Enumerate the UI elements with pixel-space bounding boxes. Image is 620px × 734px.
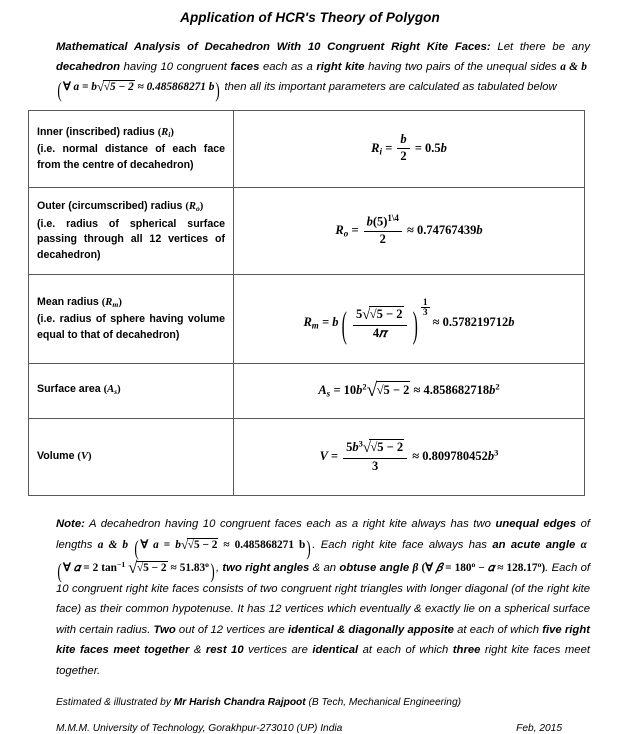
intro-text-5: then all its important parameters are calculated as tabulated below xyxy=(221,81,557,94)
note-formula-beta: (∀ 𝛽 = 180$^o$ − 𝛼 ≈ 128.17$^o$) xyxy=(421,560,546,575)
label-main: Outer (circumscribed) radius $(R_o)$ xyxy=(37,200,204,214)
formula-ri: $R_i$ = $\frac{b}{2}$ = 0.5b xyxy=(371,132,447,163)
note-bold-identical: identical xyxy=(312,644,359,657)
intro-formula-a: (∀ a = b√√5 − 2 ≈ 0.485868271 b) xyxy=(57,77,221,102)
row-formula-outer-radius xyxy=(234,188,585,275)
symbol-v: (V) xyxy=(77,451,92,463)
note-label: Note: xyxy=(56,518,85,531)
approx-symbol: ≈ xyxy=(137,81,144,94)
symbol-rm: $(R_m)$ xyxy=(101,296,122,309)
intro-bold-right-kite: right kite xyxy=(316,61,365,73)
formula-v: V = $\frac{5b^3√√5 - 2}{3}$ ≈ $0.809780452b^3$ xyxy=(319,438,499,473)
intro-text-3: each as a xyxy=(259,61,317,73)
table-row xyxy=(29,419,585,496)
formula-rm: $R_m = b$( $\frac{5√√5 - 2}{\text{4𝜋}}$ ) $^{\frac{1}{3}}$ ≈ 0.578219712b xyxy=(303,297,515,346)
note-math-a-b: a & b xyxy=(97,538,128,551)
note-bold-five-faces: five right kite faces meet together xyxy=(56,623,590,657)
page-title: Application of HCR's Theory of Polygon xyxy=(180,10,440,25)
note-text-7: out of 12 vertices are xyxy=(175,623,288,636)
table-row xyxy=(29,111,585,188)
intro-paragraph xyxy=(56,37,592,102)
intro-bold-faces: faces xyxy=(230,61,260,73)
note-text-3: . Each right kite face always has xyxy=(312,538,493,551)
note-text-9: & xyxy=(189,644,206,657)
intro-text-1: Let there be any xyxy=(490,41,590,53)
note-text-4: , xyxy=(215,562,223,575)
label-main: Volume (V) xyxy=(37,450,92,463)
row-formula-inner-radius xyxy=(234,111,585,188)
nested-radical: √√5 − 2 xyxy=(96,79,134,94)
label-note: (i.e. radius of sphere having volume equal to that of decahedron) xyxy=(37,313,225,341)
note-bold-two: Two xyxy=(153,623,176,636)
credit-line xyxy=(56,697,592,708)
formula-ro: $R_o$ = $\frac{b(5)^{1\backslash 4}}{2}$ ≈ 0.74767439b xyxy=(335,213,483,246)
note-text-5: & an xyxy=(309,562,340,575)
alpha-symbol: α xyxy=(580,538,587,551)
note-bold-identical-diagonally: identical & diagonally apposite xyxy=(287,623,454,636)
row-label-outer-radius xyxy=(29,188,234,275)
note-formula-alpha: (∀ 𝛼 = 2 $\tan^{-1} √√5 - 2 \approx 51.83^o$) xyxy=(57,558,215,584)
note-text-2: of lengths xyxy=(56,518,590,551)
note-text-1: A decahedron having 10 congruent faces each as a right kite always has two xyxy=(84,518,496,531)
credit-prefix: Estimated & illustrated by xyxy=(56,697,174,709)
affiliation-text: M.M.M. University of Technology, Gorakhpur-273010 (UP) India xyxy=(56,723,343,734)
intro-heading: Mathematical Analysis of Decahedron With 10 Congruent Right Kite Faces: xyxy=(56,41,491,53)
note-paragraph xyxy=(56,514,592,681)
a-value: 0.485868271 b xyxy=(146,81,215,94)
row-label-volume xyxy=(29,419,234,496)
note-bold-acute-angle: an acute angle xyxy=(492,538,576,551)
note-bold-two-right-angles: two right angles xyxy=(222,562,310,575)
note-text-10: vertices are xyxy=(243,644,313,657)
symbol-as: $(A_s)$ xyxy=(103,384,121,397)
parameters-table xyxy=(28,110,585,496)
label-main: Inner (inscribed) radius $(R_i)$ xyxy=(37,125,174,139)
formula-as: $A_s = 10b^2√√5 - 2 \approx 4.858682718b^2$ xyxy=(318,380,500,402)
note-text-12: right kite faces meet together. xyxy=(56,644,590,677)
author-name: Mr Harish Chandra Rajpoot xyxy=(173,697,306,709)
note-text-8: at each of which xyxy=(453,623,543,636)
note-text-11: at each of which xyxy=(358,644,453,657)
row-formula-mean-radius xyxy=(234,275,585,364)
forall-symbol: ∀ xyxy=(62,81,71,94)
label-note: (i.e. radius of spherical surface passing through all 12 vertices of decahedron) xyxy=(37,217,225,261)
row-label-inner-radius xyxy=(29,111,234,188)
credit-suffix: (B Tech, Mechanical Engineering) xyxy=(305,697,462,709)
intro-text-4: having two pairs of the unequal sides xyxy=(364,61,561,73)
table-row xyxy=(29,188,585,275)
intro-bold-decahedron: decahedron xyxy=(56,61,121,73)
a-equals-b: a = b xyxy=(73,81,97,94)
note-bold-rest-10: rest 10 xyxy=(205,644,244,657)
publication-date: Feb, 2015 xyxy=(516,723,562,734)
note-formula-a: (∀ a = b√√5 − 2 ≈ 0.485868271 b) xyxy=(134,535,311,560)
intro-math-a-b: a & b xyxy=(560,61,587,73)
label-note: (i.e. normal distance of each face from the centre of decahedron) xyxy=(37,143,225,171)
row-label-surface-area xyxy=(29,364,234,419)
table-row xyxy=(29,364,585,419)
label-main: Surface area $(A_s)$ xyxy=(37,383,121,397)
beta-symbol: β xyxy=(412,562,419,575)
note-bold-obtuse-angle: obtuse angle xyxy=(339,562,410,575)
symbol-ro: $(R_o)$ xyxy=(185,201,204,214)
table-row xyxy=(29,275,585,364)
symbol-ri: $(R_i)$ xyxy=(157,126,174,139)
label-main: Mean radius $(R_m)$ xyxy=(37,295,122,309)
note-text-6: . Each of 10 congruent right kite faces consists of two congruent right triangles with longer diagonal (of the right kite face) as their common hypotenuse. It has 12 vertices which eventually & exactly lie on a spherical surface with certain radius. xyxy=(56,562,591,636)
row-formula-surface-area xyxy=(234,364,585,419)
row-formula-volume xyxy=(234,419,585,496)
intro-text-2: having 10 congruent xyxy=(120,61,231,73)
note-bold-unequal-edges: unequal edges xyxy=(495,518,576,531)
row-label-mean-radius xyxy=(29,275,234,364)
note-bold-three: three xyxy=(452,644,481,657)
affiliation-line xyxy=(56,723,592,734)
